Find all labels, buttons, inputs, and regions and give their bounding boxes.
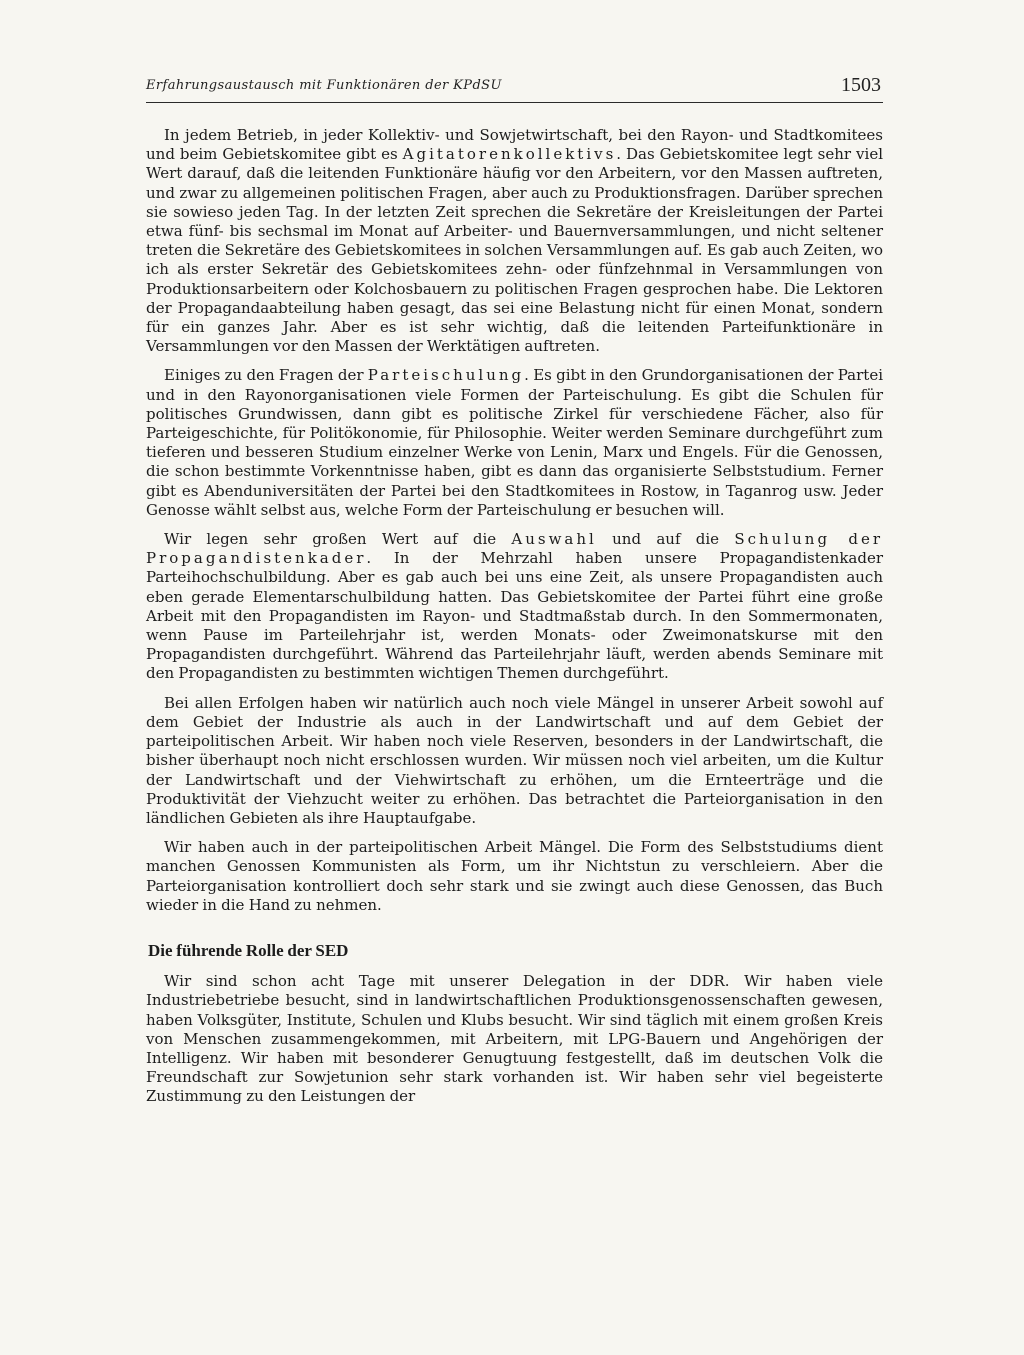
emphasis-auswahl: Auswahl (511, 530, 597, 549)
paragraph-propagandists (146, 530, 883, 684)
page-header (146, 74, 883, 103)
text-run: In jedem Betrieb, in jeder Kollektiv- und Sowjetwirtschaft, bei den Rayon- und Stadtkomitees und beim Gebietskomitee gibt es (146, 126, 883, 164)
paragraph-self-study: Wir haben auch in der parteipolitischen Arbeit Mängel. Die Form des Selbststudiums dient manchen Genossen Kommunisten als Form, um ihr Nichtstun zu verschleiern. Aber die Parteiorganisation kontrolliert doch sehr stark und sie zwingt auch diese Genossen, das Buch wieder in die Hand zu nehmen. (146, 838, 883, 914)
text-run: und auf die (596, 530, 735, 549)
running-title: Erfahrungsaustausch mit Funktionären der KPdSU (146, 78, 502, 93)
paragraph-delegation: Wir sind schon acht Tage mit unserer Delegation in der DDR. Wir haben viele Industriebetriebe besucht, sind in landwirtschaftlichen Produktionsgenossenschaften gewesen, haben Volksgüter, Institute, Schulen und Klubs besucht. Wir sind täglich mit einem großen Kreis von Menschen zusammengekommen, mit Arbeitern, mit LPG-Bauern und Angehörigen der Intelligenz. Wir haben mit besonderer Genugtuung festgestellt, daß im deutschen Volk die Freundschaft zur Sowjetunion sehr stark vorhanden ist. Wir haben sehr viel begeisterte Zustimmung zu den Leistungen der (146, 972, 883, 1106)
emphasis-parteischulung: Parteischulung (367, 366, 525, 385)
text-run: Wir legen sehr großen Wert auf die (164, 530, 512, 549)
text-run: . Es gibt in den Grundorganisationen der Partei und in den Rayonorganisationen viele Formen der Parteischulung. Es gibt die Schulen für politisches Grundwissen, dann gibt es politische Zirkel für verschiedene Fächer, also für Parteigeschichte, für Politökonomie, für Philosophie. Weiter werden Seminare durchgeführt zum tieferen und besseren Studium einzelner Werke von Lenin, Marx und Engels. Für die Genossen, die schon bestimmte Vorkenntnisse haben, gibt es dann das organisierte Selbststudium. Ferner gibt es Abenduniversitäten der Partei bei den Stadtkomitees in Rostow, in Taganrog usw. Jeder Genosse wählt selbst aus, welche Form der Parteischulung er besuchen will. (146, 366, 883, 519)
page-number: 1503 (841, 74, 881, 96)
paragraph-agitators (146, 126, 883, 356)
text-run: Einiges zu den Fragen der (164, 366, 368, 385)
paragraph-party-training (146, 366, 883, 520)
body-text (146, 126, 883, 1117)
text-run: . In der Mehrzahl haben unsere Propagandistenkader Parteihochschulbildung. Aber es gab auch bei uns eine Zeit, als unsere Propagandisten auch eben gerade Elementarschulbildung hatten. Das Gebietskomitee der Partei führt eine große Arbeit mit den Propagandisten im Rayon- und Stadtmaßstab durch. In den Sommermonaten, wenn Pause im Parteilehrjahr ist, werden Monats- oder Zweimonatskurse mit den Propagandisten durchgeführt. Während das Parteilehrjahr läuft, werden abends Seminare mit den Propagandisten zu bestimmten wichtigen Themen durchgeführt. (146, 549, 883, 683)
emphasis-schulung-propagandistenkader: Schulung der Propagandistenkader (146, 530, 883, 568)
paragraph-shortcomings: Bei allen Erfolgen haben wir natürlich auch noch viele Mängel in unserer Arbeit sowohl auf dem Gebiet der Industrie als auch in der Landwirtschaft und auf dem Gebiet der parteipolitischen Arbeit. Wir haben noch viele Reserven, besonders in der Landwirtschaft, die bisher überhaupt noch nicht erschlossen wurden. Wir müssen noch viel arbeiten, um die Kultur der Landwirtschaft und der Viehwirtschaft zu erhöhen, um die Ernteerträge und die Produktivität der Viehzucht weiter zu erhöhen. Das betrachtet die Parteiorganisation in den ländlichen Gebieten als ihre Hauptaufgabe. (146, 693, 883, 827)
emphasis-agitatorenkollektivs: Agitatorenkollektivs (402, 145, 617, 164)
text-run: . Das Gebietskomitee legt sehr viel Wert darauf, daß die leitenden Funktionäre häufig vor den Arbeitern, vor den Massen auftreten, und zwar zu allgemeinen politischen Fragen, aber auch zu Produktionsfragen. Darüber sprechen sie sowieso jeden Tag. In der letzten Zeit sprechen die Sekretäre der Kreisleitungen der Partei etwa fünf- bis sechsmal im Monat auf Arbeiter- und Bauernversammlungen, und nicht seltener treten die Sekretäre des Gebietskomitees in solchen Versammlungen auf. Es gab auch Zeiten, wo ich als erster Sekretär des Gebietskomitees zehn- oder fünfzehnmal in Versammlungen von Produktionsarbeitern oder Kolchosbauern zu politischen Fragen gesprochen habe. Die Lektoren der Propagandaabteilung haben gesagt, das sei eine Belastung nicht für einen Monat, sondern für ein ganzes Jahr. Aber es ist sehr wichtig, daß die leitenden Parteifunktionäre in Versammlungen vor den Massen der Werktätigen auftreten. (146, 145, 883, 356)
section-heading: Die führende Rolle der SED (148, 940, 349, 960)
